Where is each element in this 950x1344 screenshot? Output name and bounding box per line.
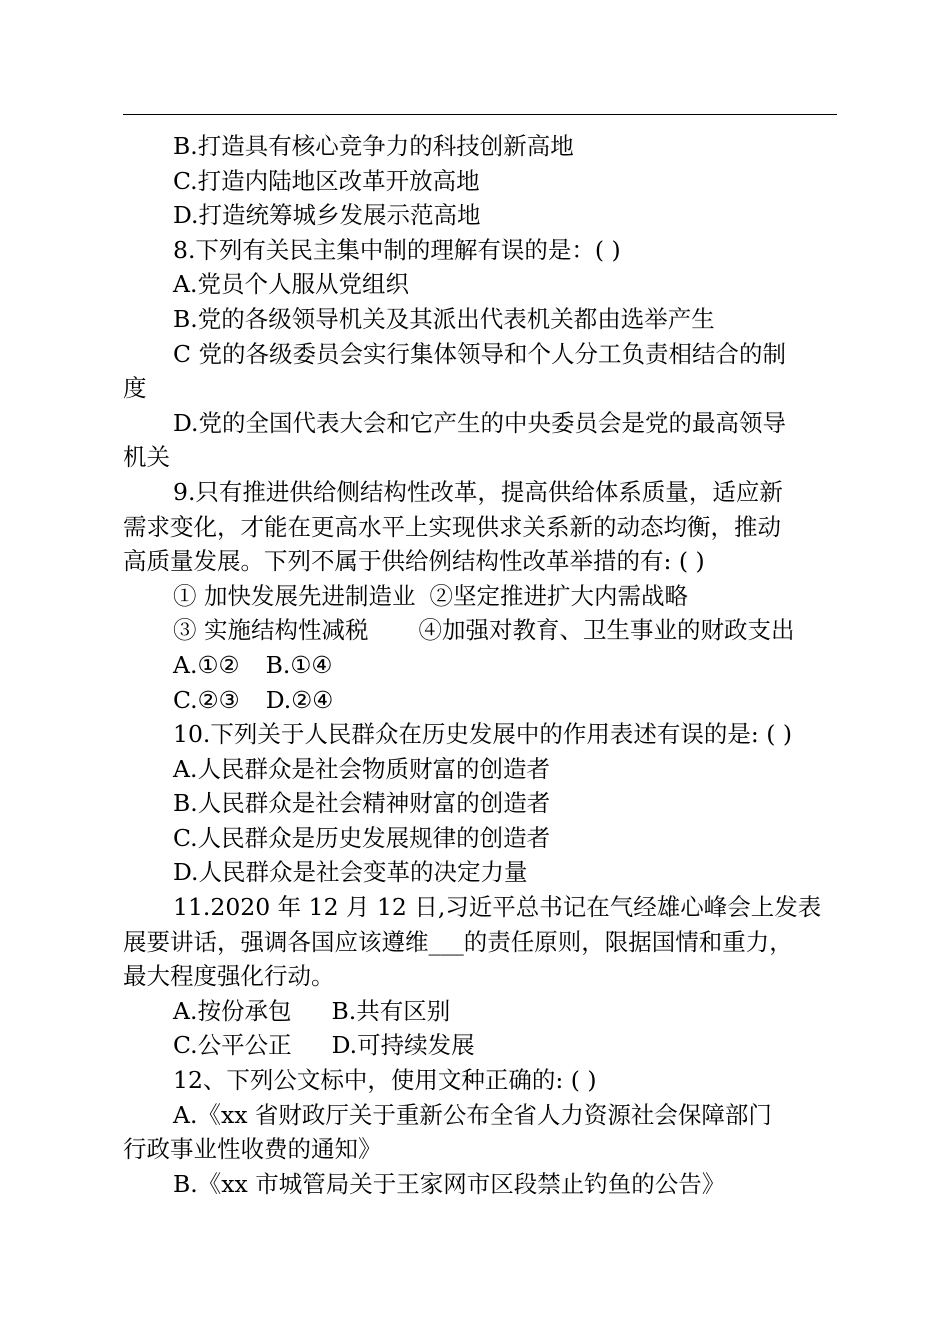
question-8-stem: 8.下列有关民主集中制的理解有误的是：( ) [173, 235, 621, 264]
question-11-stem-continued: 最大程度强化行动。 [123, 962, 335, 991]
question-11-stem-continued: 展要讲话，强调各国应该遵维___的责任原则，限据国情和重力， [123, 927, 793, 956]
question-9-items-row [123, 579, 837, 614]
question-10-option-c: C.人民群众是历史发展规律的创造者 [173, 823, 551, 852]
question-12-option-a: A.《xx 省财政厅关于重新公布全省人力资源社会保障部门 [173, 1100, 772, 1129]
question-9-option-d: D.②④ [265, 685, 334, 714]
question-12-option-b: B.《xx 市城管局关于王家网市区段禁止钓鱼的公告》 [173, 1169, 726, 1198]
question-9-option-b: B.①④ [265, 650, 333, 679]
header-rule [123, 114, 837, 115]
text-line: C.打造内陆地区改革开放高地 [173, 166, 480, 195]
question-8-option-c: C 党的各级委员会实行集体领导和个人分工负责相结合的制 [173, 339, 786, 368]
question-9-item-2: ②坚定推进扩大内需战略 [429, 581, 688, 610]
question-9-item-3: ③ 实施结构性减税 [173, 616, 369, 645]
text-line: D.打造统筹城乡发展示范高地 [173, 201, 481, 230]
question-11-options-row [123, 1028, 837, 1063]
question-9-option-c: C.②③ [173, 685, 240, 714]
question-10-option-a: A.人民群众是社会物质财富的创造者 [173, 754, 550, 783]
question-8-option-d: D.党的全国代表大会和它产生的中央委员会是党的最高领导 [173, 408, 786, 437]
question-8-option-c-continued: 度 [123, 374, 147, 403]
question-10-option-d: D.人民群众是社会变革的决定力量 [173, 858, 528, 887]
question-12-stem: 12、下列公文标中，使用文种正确的: ( ) [173, 1066, 597, 1095]
question-11-options-row [123, 994, 837, 1029]
question-9-item-1: ① 加快发展先进制造业 [173, 581, 416, 610]
question-9-stem-continued: 需求变化，才能在更高水平上实现供求关系新的动态均衡，推动 [123, 512, 781, 541]
question-11-option-d: D.可持续发展 [331, 1031, 475, 1060]
question-9-items-row [123, 613, 837, 648]
question-9-stem-continued: 高质量发展。下列不属于供给例结构性改革举措的有: ( ) [123, 547, 705, 576]
question-11-option-a: A.按份承包 [173, 996, 292, 1025]
question-8-option-d-continued: 机关 [123, 443, 170, 472]
question-9-item-4: ④加强对教育、卫生事业的财政支出 [418, 616, 795, 645]
question-10-stem: 10.下列关于人民群众在历史发展中的作用表述有误的是: ( ) [173, 720, 793, 749]
question-9-stem: 9.只有推进供给侧结构性改革，提高供给体系质量，适应新 [173, 477, 783, 506]
question-9-options-row [123, 683, 837, 718]
question-11-option-b: B.共有区别 [331, 996, 451, 1025]
question-8-option-a: A.党员个人服从党组织 [173, 270, 409, 299]
text-line: B.打造具有核心竞争力的科技创新高地 [173, 132, 574, 160]
question-11-stem: 11.2020 年 12 月 12 日,习近平总书记在气经雄心峰会上发表 [173, 893, 822, 922]
question-9-options-row [123, 648, 837, 683]
question-10-option-b: B.人民群众是社会精神财富的创造者 [173, 789, 551, 818]
question-9-option-a: A.①② [173, 650, 240, 679]
question-12-option-a-continued: 行政事业性收费的通知》 [123, 1135, 382, 1164]
document-body [123, 129, 837, 1201]
question-8-option-b: B.党的各级领导机关及其派出代表机关都由选举产生 [173, 304, 715, 333]
question-11-option-c: C.公平公正 [173, 1031, 292, 1060]
